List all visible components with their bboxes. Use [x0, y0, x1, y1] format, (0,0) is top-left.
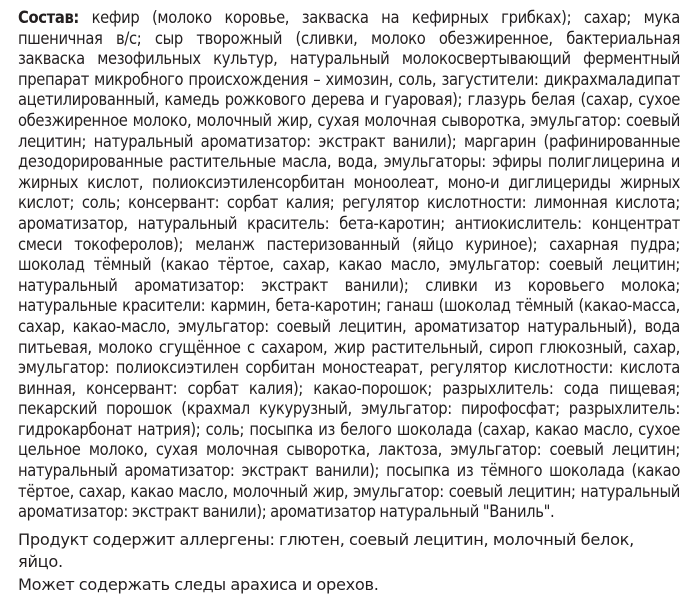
traces-statement: Может содержать следы арахиса и орехов.	[18, 574, 379, 594]
allergens-statement: Продукт содержит аллергены: глютен, соевый лецитин, молочный белок, яйцо.	[18, 529, 634, 572]
composition-paragraph	[18, 8, 680, 523]
composition-text: кефир (молоко коровье, закваска на кефирных грибках); сахар; мука пшеничная в/с; сыр творожный (сливки, молоко обезжиренное, бактериальная закваска мезофильных культур, натуральный молокосвертывающий ферментный препарат микробного происхождения – химозин, соль, загустители: дикрахмаладипат ацетилированный, камедь рожкового дерева и гуаровая); глазурь белая (сахар, сухое обезжиренное молоко, молочный жир, сухая молочная сыворотка, эмульгатор: соевый лецитин; натуральный ароматизатор: экстракт ванили); маргарин (рафинированные дезодорированные растительные масла, вода, эмульгаторы: эфиры полиглицерина и жирных кислот, полиоксиэтиленсорбитан моноолеат, моно-и диглицериды жирных кислот; соль; консервант: сорбат калия; регулятор кислотности: лимонная кислота; ароматизатор, натуральный краситель: бета-каротин; антиокислитель: концентрат смеси токоферолов); меланж пастеризованный (яйцо куриное); сахарная пудра; шоколад тёмный (какао тёртое, сахар, какао масло, эмульгатор: соевый лецитин; натуральный ароматизатор: экстракт ванили); сливки из коровьего молока; натуральные красители: кармин, бета-каротин; ганаш (шоколад тёмный (какао-масса, сахар, какао-масло, эмульгатор: соевый лецитин, ароматизатор натуральный), вода питьевая, молоко сгущённое с сахаром, жир растительный, сироп глюкозный, сахар, эмульгатор: полиоксиэтилен сорбитан моностеарат, регулятор кислотности: кислота винная, консервант: сорбат калия); какао-порошок; разрыхлитель: сода пищевая; пекарский порошок (крахмал кукурузный, эмульгатор: пирофосфат; разрыхлитель: гидрокарбонат натрия); соль; посыпка из белого шоколада (сахар, какао масло, сухое цельное молоко, сухая молочная сыворотка, лактоза, эмульгатор: соевый лецитин; натуральный ароматизатор: экстракт ванили); посыпка из тёмного шоколада (какао тёртое, сахар, какао масло, молочный жир, эмульгатор: соевый лецитин; натуральный ароматизатор: экстракт ванили); ароматизатор натуральный "Ваниль".	[18, 8, 680, 522]
composition-heading: Состав:	[18, 8, 79, 27]
